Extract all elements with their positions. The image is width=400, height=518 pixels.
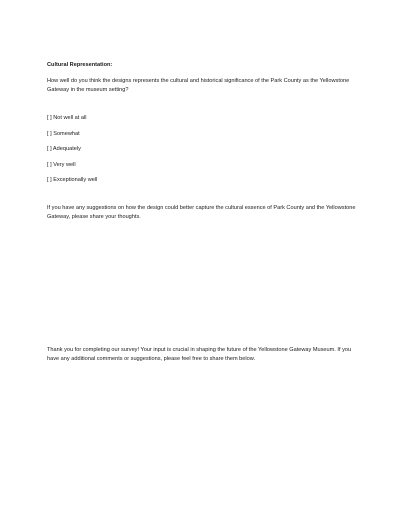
option-adequately: [ ] Adequately	[47, 146, 81, 153]
option-not-well-at-all: [ ] Not well at all	[47, 115, 87, 121]
rating-options	[47, 114, 97, 192]
option-exceptionally-well: [ ] Exceptionally well	[47, 177, 98, 184]
question-suggestions: If you have any suggestions on how the design could better capture the cultural essence of Park County and the Yellowstone Gateway, please share your thoughts.	[47, 205, 356, 220]
section-heading: Cultural Representation:	[47, 62, 113, 68]
question-cultural-significance: How well do you think the designs represents the cultural and historical significance of the Park County as the Yellowstone Gateway in the museum setting?	[47, 78, 350, 93]
closing-message: Thank you for completing our survey! Your input is crucial in shaping the future of the Yellowstone Gateway Museum. If you have any additional comments or suggestions, please feel free to share them below.	[47, 347, 352, 362]
option-very-well: [ ] Very well	[47, 161, 76, 168]
option-somewhat: [ ] Somewhat	[47, 130, 80, 137]
